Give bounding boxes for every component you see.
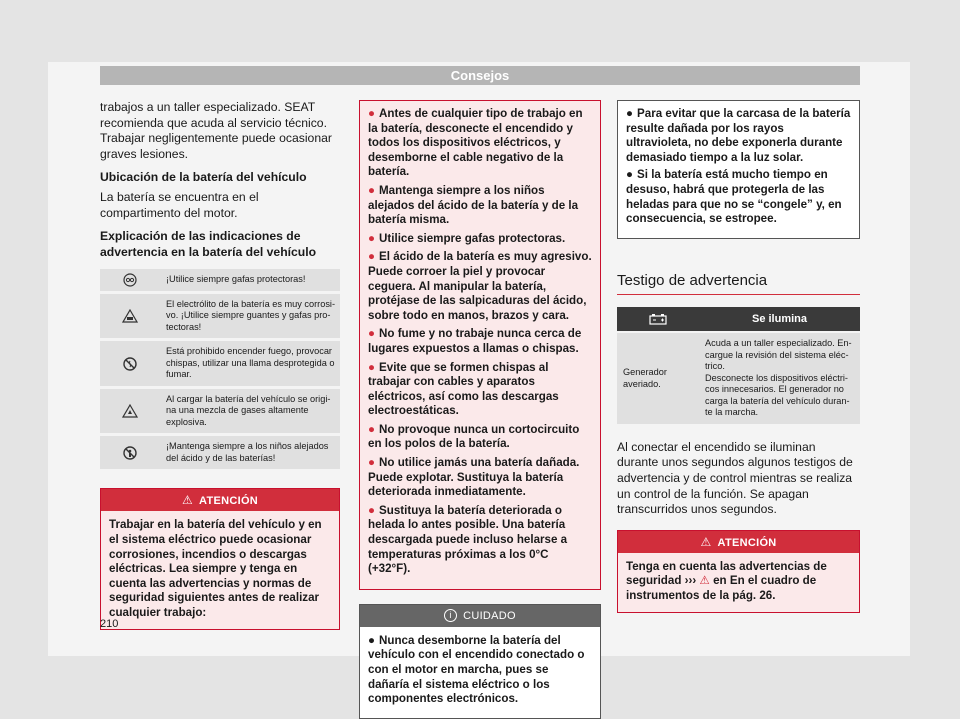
list-item: ● No utilice jamás una batería dañada. Puede explotar. Sustituya la batería deteriorada inmediatamente. — [368, 456, 580, 499]
list-item: ● Mantenga siempre a los niños alejados del ácido de la batería y de la batería misma. — [368, 183, 579, 227]
table-row — [100, 389, 340, 434]
bullet-icon: ● — [626, 107, 634, 120]
list-item: ● No provoque nunca un cortocircuito en los polos de la batería. — [368, 422, 580, 451]
explosive-gas-icon — [100, 389, 160, 434]
location-paragraph: La batería se encuentra en el compartimento del motor. — [100, 189, 259, 220]
warning-box-body: Tenga en cuenta las advertencias de seguridad ››› ⚠ en En el cuadro de instrumentos de la pág. 26. — [626, 559, 827, 602]
warning-box-header — [101, 489, 339, 511]
row-description: Acuda a un taller especializado. Encargue la revisión del sistema eléctrico. Desconecte los dispositivos eléctricos innecesarios. El generador no carga la batería del vehículo durante la marcha. — [699, 333, 860, 424]
column-1 — [100, 100, 340, 630]
caution-label: CUIDADO — [463, 609, 516, 622]
indication-text: ¡Mantenga siempre a los niños alejados del ácido y de las baterías! — [160, 436, 340, 469]
acid-corrosive-icon — [100, 294, 160, 339]
bullet-icon: ● — [368, 503, 376, 517]
bullet-icon: ● — [368, 327, 376, 341]
warning-triangle-icon: ⚠ — [181, 493, 194, 508]
indications-heading: Explicación de las indicaciones de advertencia en la batería del vehículo — [100, 229, 317, 259]
bullet-icon: ● — [368, 183, 376, 197]
page-header: Consejos — [100, 66, 860, 85]
no-fire-icon — [100, 341, 160, 386]
list-item: ● Para evitar que la carcasa de la batería resulte dañada por los rayos ultravioleta, no debe exponerla durante demasiado tiempo a la luz solar. — [626, 107, 851, 164]
battery-icon — [617, 307, 699, 331]
column-header: Se ilumina — [699, 307, 860, 331]
warning-label: ATENCIÓN — [199, 495, 259, 508]
table-row — [100, 269, 340, 291]
bullet-icon: ● — [368, 360, 376, 374]
indication-text: Está prohibido encender fuego, provocar chispas, utilizar una llama desprotegida o fumar. — [160, 341, 340, 386]
list-item: ● El ácido de la batería es muy agresivo. Puede corroer la piel y provocar ceguera. Al manipular la batería, protéjase de las salpicaduras del ácido, sobre todo en manos, brazos y cara. — [368, 250, 592, 322]
cross-reference-link[interactable]: ››› — [684, 574, 697, 588]
body-paragraph: Al conectar el encendido se iluminan durante unos segundos algunos testigos de advertencia y de control mientras se realiza un control de la función. Se apagan transcurridos unos segundos. — [617, 439, 853, 517]
caution-box — [359, 604, 601, 719]
warning-label: ATENCIÓN — [717, 536, 777, 549]
info-icon: i — [444, 609, 457, 622]
list-item: ● No fume y no trabaje nunca cerca de lugares expuestos a llamas o chispas. — [368, 327, 582, 355]
warning-box-header — [618, 531, 859, 553]
caution-continuation-box — [617, 100, 860, 239]
list-item: ● Sustituya la batería deteriorada o helada lo antes posible. Una batería descargada puede incluso helarse a temperaturas próximas a los 0°C (+32°F). — [368, 503, 568, 576]
bullet-icon: ● — [368, 456, 376, 470]
list-item: ● Evite que se formen chispas al trabajar con cables y aparatos eléctricos, así como las descargas electroestáticas. — [368, 360, 559, 418]
warning-list — [360, 101, 600, 589]
warning-light-table — [617, 305, 860, 426]
bullet-icon: ● — [368, 250, 376, 264]
caution-continuation-list — [618, 101, 859, 238]
table-row — [100, 436, 340, 469]
indication-text: ¡Utilice siempre gafas protectoras! — [160, 269, 340, 291]
page-number: 210 — [100, 618, 119, 630]
caution-box-header — [360, 605, 600, 627]
location-heading: Ubicación de la batería del vehículo — [100, 170, 307, 185]
goggles-icon — [100, 269, 160, 291]
indication-text: Al cargar la batería del vehículo se origina una mezcla de gases altamente explosiva. — [160, 389, 340, 434]
indication-text: El electrólito de la batería es muy corrosivo. ¡Utilice siempre guantes y gafas protectoras! — [160, 294, 340, 339]
list-item: ● Antes de cualquier tipo de trabajo en la batería, desconecte el encendido y todos los dispositivos eléctricos, y desemborne el cable negativo de la batería. — [368, 107, 583, 179]
table-row — [100, 341, 340, 386]
column-3 — [617, 100, 860, 613]
caution-list — [360, 627, 600, 718]
table-header-row — [617, 307, 860, 331]
warning-triangle-icon: ⚠ — [699, 574, 710, 588]
intro-paragraph: trabajos a un taller especializado. SEAT recomienda que acuda al servicio técnico. Trabajar negligentemente puede ocasionar graves lesiones. — [100, 100, 332, 161]
row-label: Generador averiado. — [617, 333, 699, 424]
list-item: ● Nunca desemborne la batería del vehículo con el encendido conectado o con el motor en marcha, pues se dañaría el sistema eléctrico o los componentes electrónicos. — [368, 633, 585, 706]
keep-children-away-icon — [100, 436, 160, 469]
section-title: Testigo de advertencia — [617, 273, 860, 296]
bullet-icon: ● — [368, 107, 376, 120]
warning-continuation-box — [359, 100, 601, 590]
bullet-icon: ● — [368, 422, 376, 436]
table-row — [100, 294, 340, 339]
bullet-icon: ● — [626, 168, 634, 182]
bullet-icon: ● — [368, 633, 376, 647]
indications-table — [100, 266, 340, 472]
column-2 — [359, 100, 601, 719]
warning-box-2 — [617, 530, 860, 613]
list-item: ● Si la batería está mucho tiempo en desuso, habrá que protegerla de las heladas para que no se “congele” y, en consecuencia, se estropee. — [626, 168, 842, 226]
warning-triangle-icon: ⚠ — [700, 534, 712, 549]
table-row — [617, 333, 860, 424]
warning-box-body: Trabajar en la batería del vehículo y en el sistema eléctrico puede ocasionar corrosiones, incendios o descargas eléctricas. Lea siempre y tenga en cuenta las advertencias y normas de seguridad siguientes antes de realizar cualquier trabajo: — [109, 518, 322, 619]
bullet-icon: ● — [368, 231, 376, 245]
list-item: ● Utilice siempre gafas protectoras. — [368, 231, 566, 245]
warning-box — [100, 488, 340, 629]
